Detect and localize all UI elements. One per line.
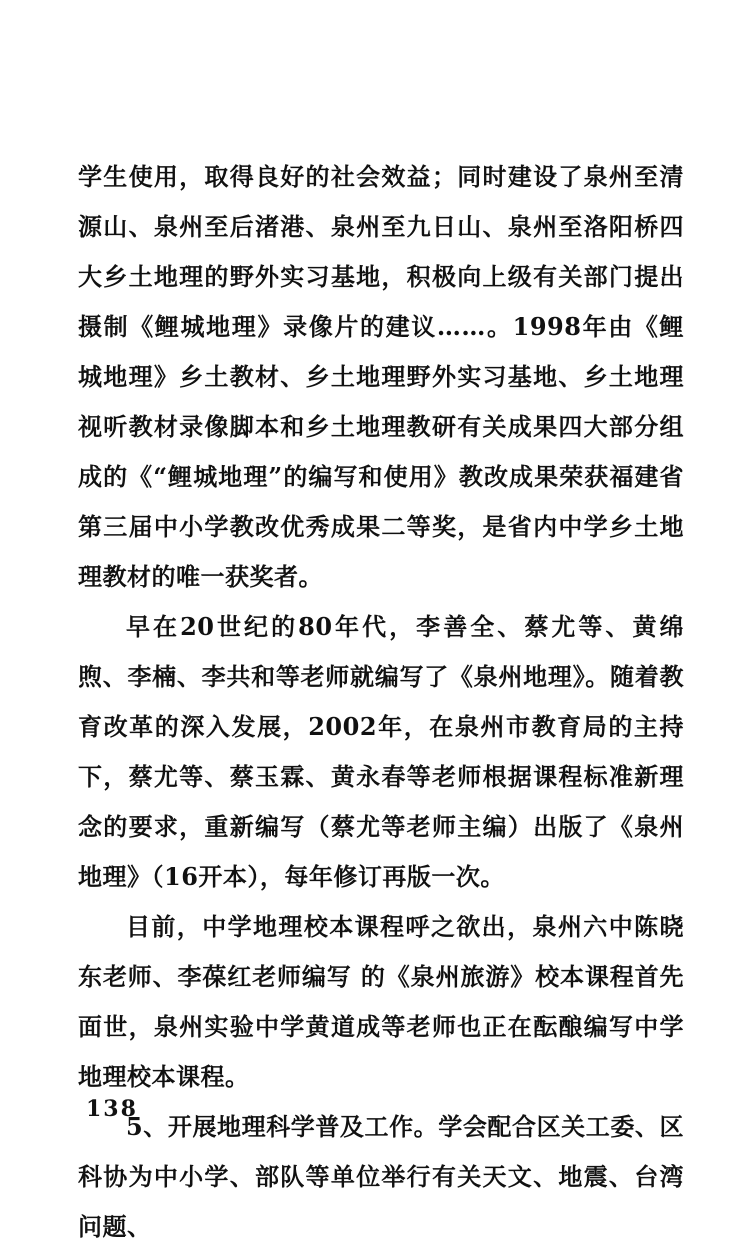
paragraph-science-popularization: 5、开展地理科学普及工作。学会配合区关工委、区科协为中小学、部队等单位举行有关天文、地震、台湾问题、	[78, 1112, 684, 1241]
page-number: 138	[86, 1096, 138, 1122]
paragraph-textbook-history: 早在20世纪的80年代，李善全、蔡尤等、黄绵煦、李楠、李共和等老师就编写了《泉州地理》。随着教育改革的深入发展，2002年，在泉州市教育局的主持下，蔡尤等、蔡玉霖、黄永春等老师根据课程标准新理念的要求，重新编写（蔡尤等老师主编）出版了《泉州地理》（16开本），每年修订再版一次。	[78, 612, 684, 891]
body-text	[78, 152, 684, 1252]
paragraph-school-curriculum: 目前，中学地理校本课程呼之欲出，泉州六中陈晓东老师、李葆红老师编写 的《泉州旅游》校本课程首先面世，泉州实验中学黄道成等老师也正在酝酿编写中学地理校本课程。	[78, 912, 684, 1091]
paragraph-continued: 学生使用，取得良好的社会效益；同时建设了泉州至清源山、泉州至后渚港、泉州至九日山、泉州至洛阳桥四大乡土地理的野外实习基地，积极向上级有关部门提出摄制《鲤城地理》录像片的建议……。1998年由《鲤城地理》乡土教材、乡土地理野外实习基地、乡土地理视听教材录像脚本和乡土地理教研有关成果四大部分组成的《“鲤城地理”的编写和使用》教改成果荣获福建省第三届中小学教改优秀成果二等奖，是省内中学乡土地理教材的唯一获奖者。	[78, 162, 684, 591]
